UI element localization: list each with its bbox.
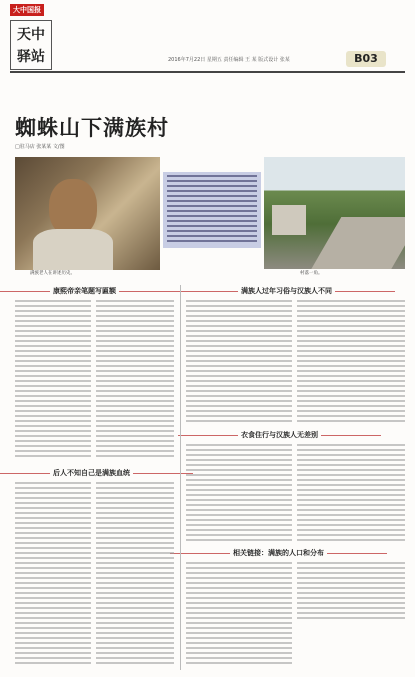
intro-text [167,175,257,245]
article-byline: □驻马店 张某某 文/图 [15,144,65,150]
village-photo [264,157,405,269]
text-column-3b [96,482,174,667]
text-column-1a [15,300,91,460]
text-column-5b [297,562,405,622]
elderly-man-photo [15,157,160,270]
section-heading-4: 衣食住行与汉族人无差别 [178,430,381,440]
section-heading-5: 相关链接：满族的人口和分布 [170,548,387,558]
section-name-line1: 天中 [17,27,45,43]
section-heading-1: 康熙帝亲笔题写匾额 [0,286,179,296]
text-column-2a [186,300,292,422]
text-column-1b [96,300,174,460]
text-column-4b [297,444,405,542]
text-column-5a [186,562,292,667]
section-name-line2: 驿站 [17,49,45,65]
column-divider [180,285,181,670]
text-column-4a [186,444,292,542]
section-heading-2: 满族人过年习俗与汉族人不同 [178,286,395,296]
newspaper-logo: 大中国报 [10,4,44,16]
page-number: B03 [346,51,386,67]
text-column-3a [15,482,91,667]
article-headline: 蜘蛛山下满族村 [15,116,169,140]
dateline: 2016年7月22日 星期五 责任编辑 王 某 版式设计 张某 [168,57,290,63]
section-title-box [10,20,52,70]
text-column-2b [297,300,405,422]
header-divider [10,71,405,73]
intro-box [163,172,261,248]
photo-caption-right: 村落一角。 [300,271,323,276]
section-heading-3: 后人不知自己是满族血统 [0,468,193,478]
photo-caption-left: 满族老人在讲述历史。 [30,271,75,276]
